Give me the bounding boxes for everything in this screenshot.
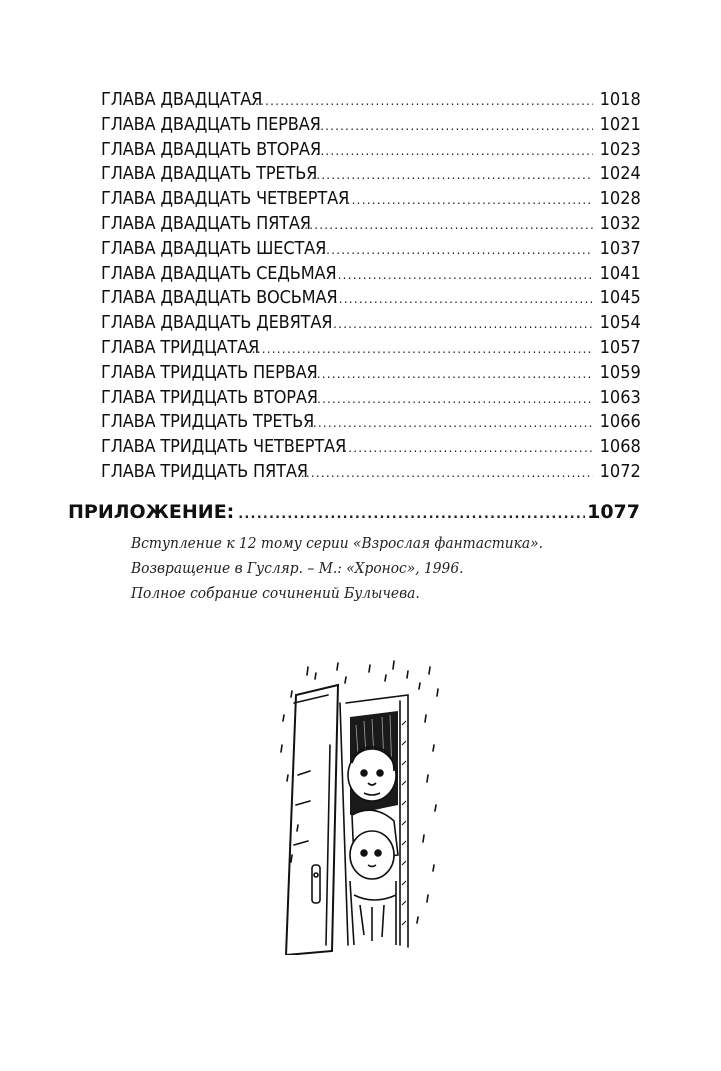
toc-entry — [101, 138, 641, 163]
toc-entry — [101, 286, 641, 311]
toc-entry — [101, 162, 641, 187]
toc-entry-title: ГЛАВА ДВАДЦАТЬ ШЕСТАЯ — [101, 237, 327, 259]
toc-entry-page: 1023 — [599, 138, 641, 160]
appendix-entry — [68, 498, 640, 529]
toc-entry-page: 1072 — [599, 460, 641, 482]
toc-entry — [101, 460, 641, 485]
appendix-note: Вступление к 12 тому серии «Взрослая фантастика». — [131, 534, 543, 552]
toc-entry-title: ГЛАВА ТРИДЦАТЬ ЧЕТВЕРТАЯ — [101, 436, 347, 458]
toc-entry-page: 1063 — [599, 386, 641, 408]
toc-entry-page: 1021 — [599, 113, 641, 135]
toc-entry — [101, 88, 641, 113]
leader-dots — [250, 89, 593, 114]
appendix-page: 1077 — [587, 501, 640, 523]
toc-entry-title: ГЛАВА ДВАДЦАТЬ СЕДЬМАЯ — [101, 262, 337, 284]
leader-dots — [238, 501, 585, 529]
appendix-title: ПРИЛОЖЕНИЕ: — [68, 501, 235, 523]
toc-entry — [101, 386, 641, 411]
leader-dots — [311, 163, 593, 188]
leader-dots — [308, 411, 593, 436]
toc-entry-title: ГЛАВА ТРИДЦАТЬ ПЕРВАЯ — [101, 361, 318, 383]
leader-dots — [312, 387, 593, 412]
toc-entry-page: 1037 — [599, 237, 641, 259]
toc-entry-page: 1059 — [599, 361, 641, 383]
toc-entry-page: 1066 — [599, 411, 641, 433]
leader-dots — [343, 436, 593, 461]
toc-entry-title: ГЛАВА ДВАДЦАТЬ ДЕВЯТАЯ — [101, 312, 333, 334]
toc-entry — [101, 410, 641, 435]
leader-dots — [304, 213, 593, 238]
leader-dots — [334, 287, 593, 312]
toc-entry-title: ГЛАВА ДВАДЦАТЬ ВТОРАЯ — [101, 138, 321, 160]
toc-entry-title: ГЛАВА ДВАДЦАТЬ ТРЕТЬЯ — [101, 163, 318, 185]
toc-entry-title: ГЛАВА ДВАДЦАТЬ ПЕРВАЯ — [101, 113, 321, 135]
toc-entry-title: ГЛАВА ТРИДЦАТЬ ТРЕТЬЯ — [101, 411, 315, 433]
toc-entry-title: ГЛАВА ТРИДЦАТЬ ВТОРАЯ — [101, 386, 318, 408]
leader-dots — [301, 461, 593, 486]
appendix-note: Возвращение в Гусляр. – М.: «Хронос», 1996. — [131, 559, 464, 577]
leader-dots — [247, 337, 593, 362]
toc-entry — [101, 336, 641, 361]
toc-entry — [101, 113, 641, 138]
toc-entry-page: 1041 — [599, 262, 641, 284]
toc-entry-page: 1054 — [599, 312, 641, 334]
toc-entry-title: ГЛАВА ТРИДЦАТАЯ — [101, 336, 260, 358]
toc-entry-title: ГЛАВА ДВАДЦАТЬ ЧЕТВЕРТАЯ — [101, 188, 350, 210]
toc-entry-page: 1057 — [599, 336, 641, 358]
appendix-note: Полное собрание сочинений Булычева. — [131, 584, 420, 602]
toc-entry — [101, 237, 641, 262]
leader-dots — [321, 238, 593, 263]
toc-entry-title: ГЛАВА ДВАДЦАТЬ ПЯТАЯ — [101, 212, 311, 234]
leader-dots — [333, 263, 594, 288]
toc-entry — [101, 262, 641, 287]
toc-entry-title: ГЛАВА ДВАДЦАТЬ ВОСЬМАЯ — [101, 287, 338, 309]
toc-entry — [101, 311, 641, 336]
leader-dots — [315, 139, 593, 164]
toc-entry — [101, 361, 641, 386]
appendix-section — [68, 498, 640, 606]
leader-dots — [312, 362, 594, 387]
toc-entry-page: 1018 — [599, 89, 641, 110]
toc-entry-page: 1032 — [599, 212, 641, 234]
toc-entry — [101, 435, 641, 460]
leader-dots — [328, 312, 593, 337]
toc-entry-title: ГЛАВА ТРИДЦАТЬ ПЯТАЯ — [101, 460, 308, 482]
toc-entry-page: 1045 — [599, 287, 641, 309]
table-of-contents — [101, 88, 641, 485]
appendix-notes — [131, 531, 640, 606]
door-illustration-icon — [268, 655, 458, 955]
toc-entry — [101, 187, 641, 212]
toc-entry — [101, 212, 641, 237]
leader-dots — [347, 188, 594, 213]
toc-entry-page: 1068 — [599, 436, 641, 458]
toc-entry-page: 1024 — [599, 163, 641, 185]
leader-dots — [315, 114, 593, 139]
toc-entry-title: ГЛАВА ДВАДЦАТАЯ — [101, 89, 263, 110]
toc-entry-page: 1028 — [599, 188, 641, 210]
